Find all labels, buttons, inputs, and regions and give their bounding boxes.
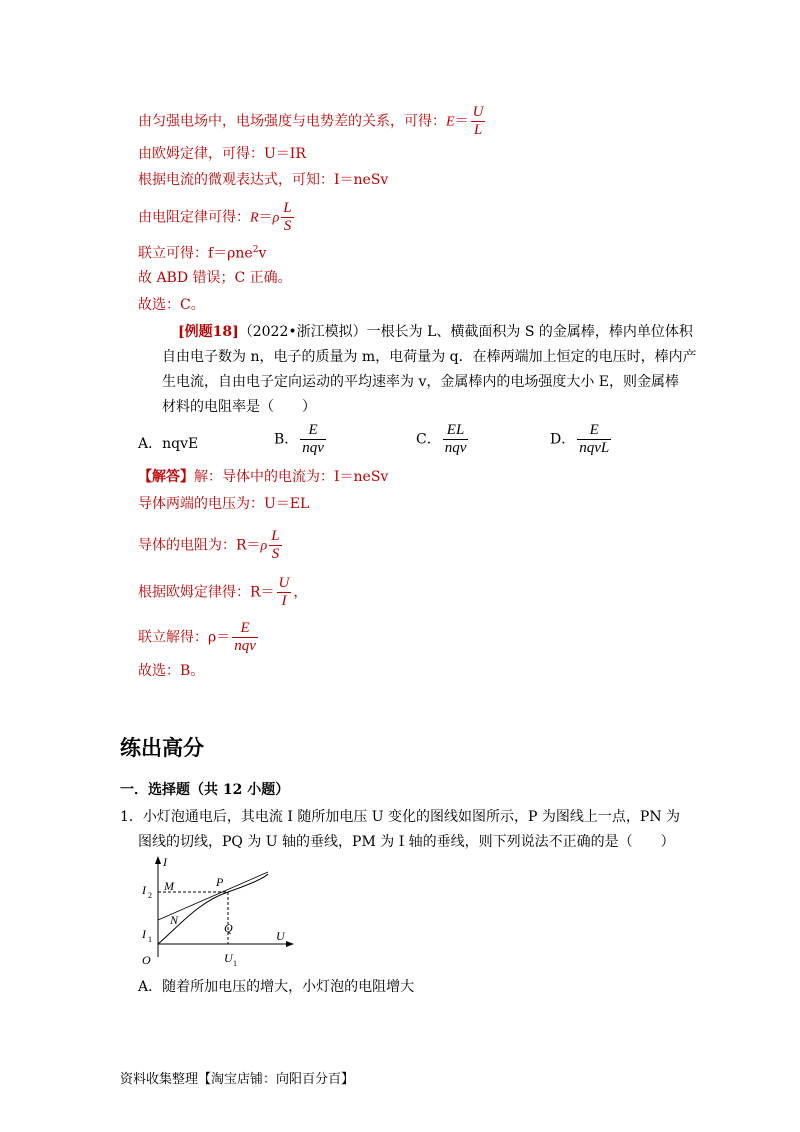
solution-line-combined: 联立可得：f＝ρne$^2$v: [138, 245, 267, 262]
label-i2-sub: 2: [148, 891, 152, 900]
example-line-1: [例题18]（2022•浙江模拟）一根长为 L、横截面积为 S 的金属棒，棒内单位体积: [178, 324, 693, 340]
label-q: Q: [224, 921, 233, 935]
page-footer: 资料收集整理【淘宝店铺：向阳百分百】: [120, 1072, 355, 1087]
option-d: D． $\frac{E}{\text{nqvL}}$: [550, 422, 610, 456]
fraction-u-over-l: $\frac{U}{L}$: [472, 104, 484, 138]
label-i1: I: [142, 927, 146, 941]
solution-line-resistance-law: 由电阻定律可得：R＝ρ $\frac{L}{S}$: [138, 200, 292, 234]
answer-line-2: 导体两端的电压为：U＝EL: [138, 496, 310, 512]
answer-line-3: 导体的电阻为：R＝ρ $\frac{L}{S}$: [138, 528, 280, 562]
question-1-line-1: 1．小灯泡通电后，其电流 I 随所加电压 U 变化的图线如图所示，P 为图线上一点，PN 为: [120, 809, 681, 825]
option-a: A．nqvE: [138, 436, 199, 452]
label-i1-sub: 1: [148, 935, 152, 944]
label-u1-sub: 1: [233, 959, 237, 968]
iu-graph: [138, 852, 308, 972]
label-n: N: [170, 913, 179, 927]
solution-line-ohm: 由欧姆定律，可得：U＝IR: [138, 146, 306, 162]
section-subtitle: 一．选择题（共 12 小题）: [120, 782, 290, 798]
answer-line-6: 故选：B。: [138, 663, 205, 679]
label-p: P: [216, 875, 224, 889]
label-i-axis: I: [163, 855, 167, 869]
answer-line-5: 联立解得：ρ＝ $\frac{E}{\text{nqv}}$: [138, 620, 256, 654]
label-m: M: [164, 879, 174, 893]
question-1-option-a: A．随着所加电压的增大，小灯泡的电阻增大: [138, 979, 415, 995]
section-title: 练出高分: [120, 735, 204, 760]
example-line-2: 自由电子数为 n，电子的质量为 m，电荷量为 q．在棒两端加上恒定的电压时，棒内产: [162, 349, 697, 365]
label-u-axis: U: [276, 929, 285, 943]
answer-line-1: 【解答】解：导体中的电流为：I＝neSv: [138, 469, 389, 485]
iu-curve: [158, 874, 268, 944]
option-b: B． $\frac{E}{\text{nqv}}$: [274, 422, 324, 456]
example-line-4: 材料的电阻率是（ ）: [162, 399, 316, 415]
solution-line-choice: 故选：C。: [138, 297, 205, 313]
option-c: C． $\frac{EL}{\text{nqv}}$: [416, 422, 467, 456]
label-i2: I: [142, 883, 146, 897]
solution-line-field-voltage: 由匀强电场中，电场强度与电势差的关系，可得：E＝ $\frac{U}{L}$: [138, 104, 484, 138]
label-u1: U: [224, 951, 233, 965]
answer-line-4: 根据欧姆定律得：R＝ $\frac{U}{I}$ ，: [138, 575, 308, 609]
example-line-3: 生电流，自由电子定向运动的平均速率为 v，金属棒内的电场强度大小 E，则金属棒: [162, 374, 680, 390]
label-origin: O: [142, 953, 151, 967]
u-axis-arrow: [286, 941, 294, 947]
question-1-line-2: 图线的切线，PQ 为 U 轴的垂线，PM 为 I 轴的垂线，则下列说法不正确的是（ ）: [138, 834, 675, 850]
solution-line-judgement: 故 ABD 错误；C 正确。: [138, 270, 292, 286]
i-axis-arrow: [155, 856, 161, 864]
solution-line-micro-current: 根据电流的微观表达式，可知：I＝neSv: [138, 172, 389, 188]
